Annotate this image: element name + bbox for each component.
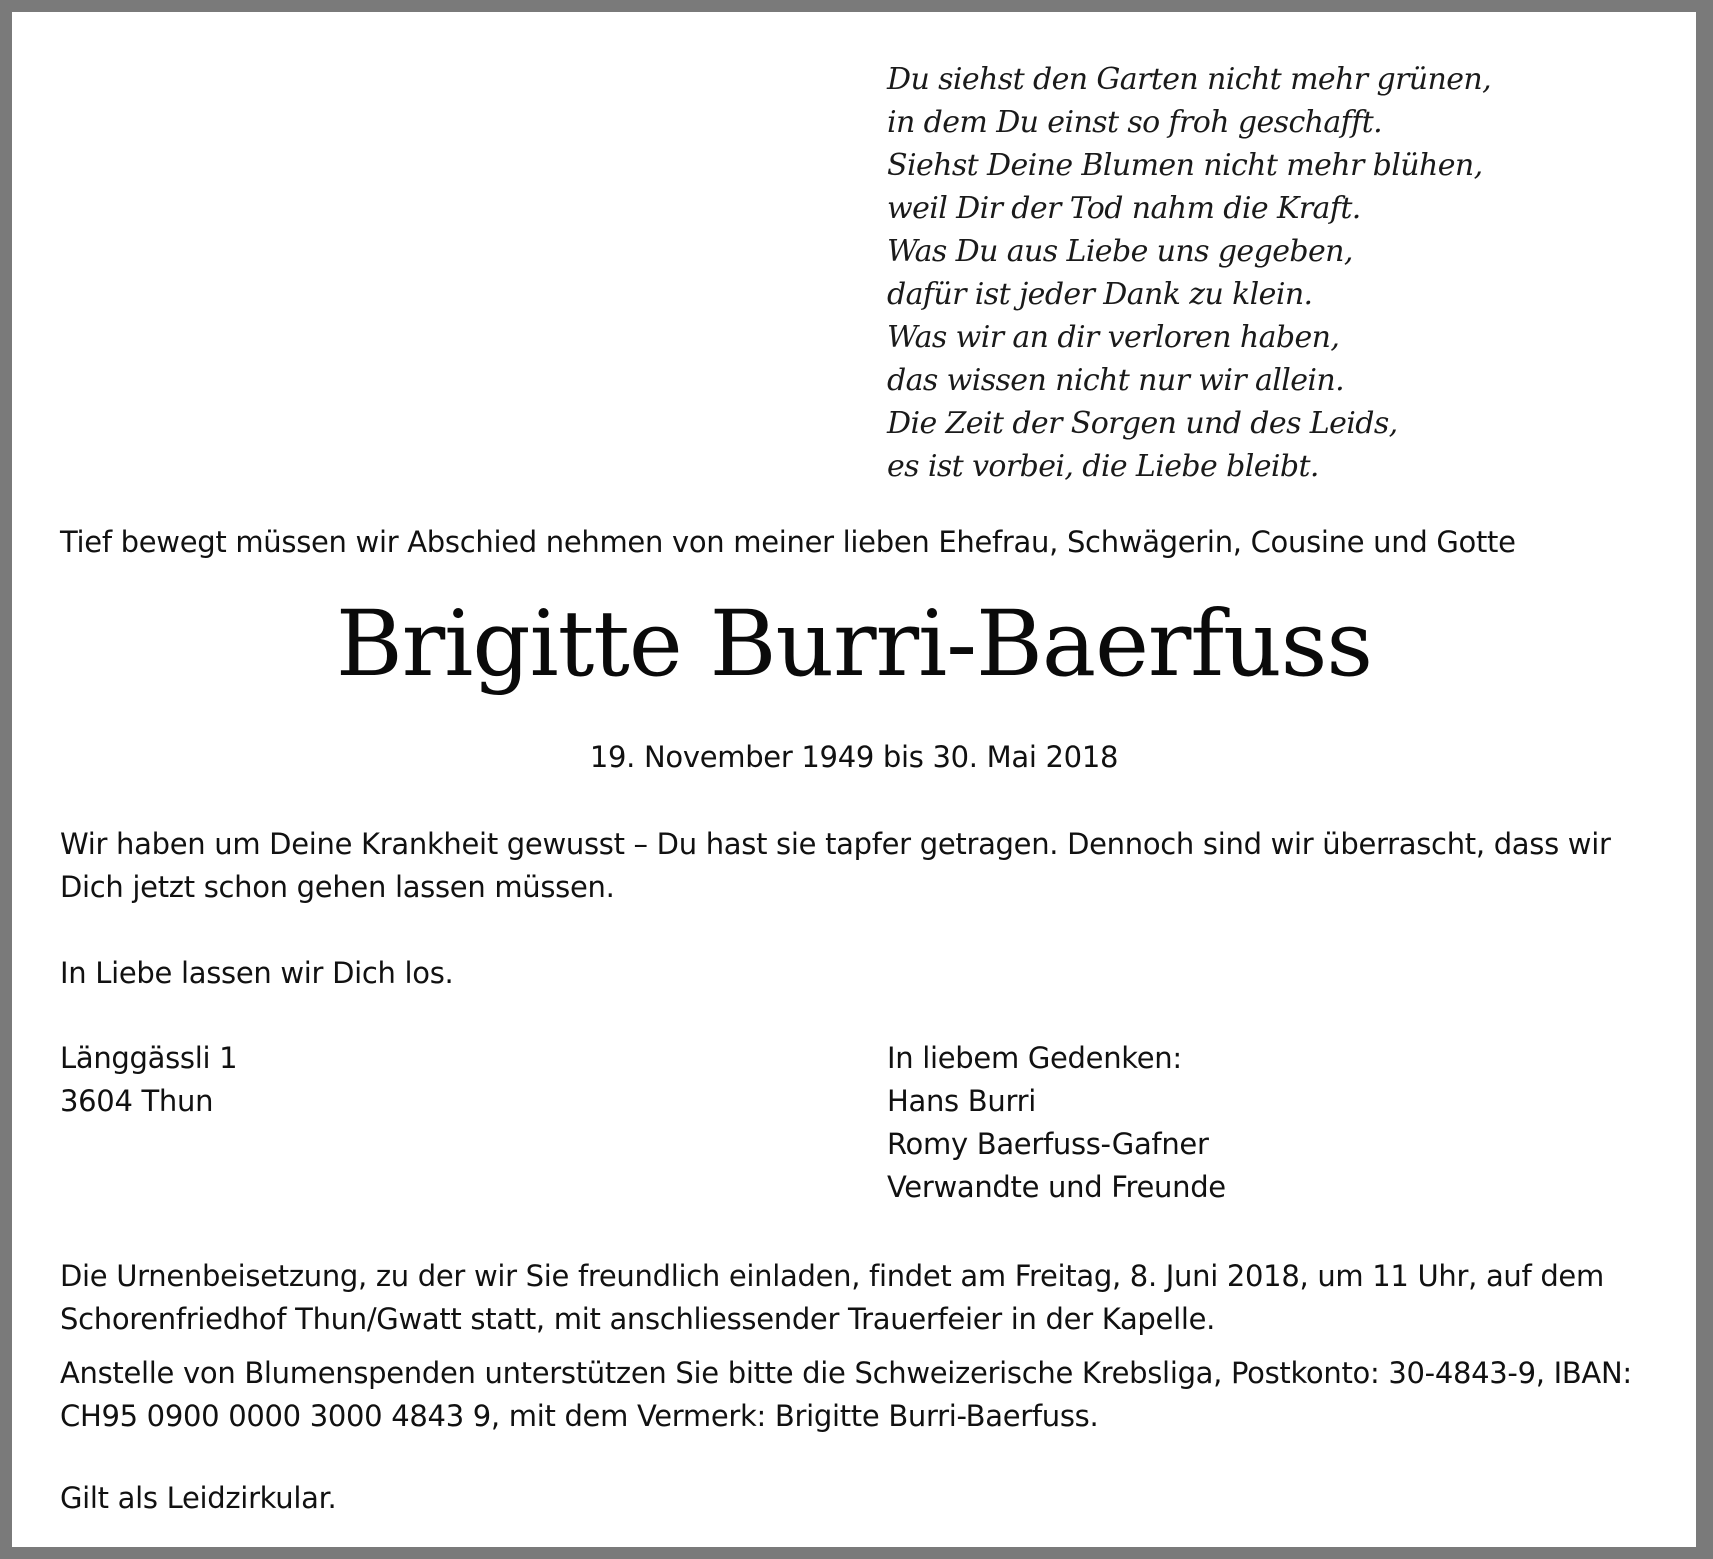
donation-paragraph: Anstelle von Blumenspenden unterstützen Sie bitte die Schweizerische Krebsliga, Postkonto: 30-4843-9, IBAN: CH95 0900 0000 3000 4843 9, mit dem Vermerk: Brigitte Burri-Baerfuss. [60,1356,1632,1433]
farewell-paragraph: In Liebe lassen wir Dich los. [60,956,454,990]
family-address [60,1037,237,1123]
poem-line: dafür ist jeder Dank zu klein. [887,277,1313,312]
address-street: Länggässli 1 [60,1041,238,1075]
address-city: 3604 Thun [60,1084,214,1118]
poem-line: weil Dir der Tod nahm die Kraft. [887,191,1361,226]
poem-line: Was wir an dir verloren haben, [887,320,1340,355]
illness-paragraph: Wir haben um Deine Krankheit gewusst – Du hast sie tapfer getragen. Dennoch sind wir überrascht, dass wir Dich jetzt schon gehen lassen müssen. [60,827,1611,904]
mourners-list [887,1037,1226,1209]
funeral-paragraph: Die Urnenbeisetzung, zu der wir Sie freundlich einladen, findet am Freitag, 8. Juni 2018, um 11 Uhr, auf dem Schorenfriedhof Thun/Gwatt statt, mit anschliessender Trauerfeier in der Kapelle. [60,1259,1604,1336]
mourner-name: Romy Baerfuss-Gafner [887,1127,1209,1161]
mourners-heading: In liebem Gedenken: [887,1041,1182,1075]
obituary-notice [12,12,1696,1547]
poem-line: Die Zeit der Sorgen und des Leids, [887,406,1398,441]
poem-line: Siehst Deine Blumen nicht mehr blühen, [887,148,1483,183]
life-dates: 19. November 1949 bis 30. Mai 2018 [589,740,1119,774]
intro-text: Tief bewegt müssen wir Abschied nehmen von meiner lieben Ehefrau, Schwägerin, Cousine und Gotte [60,525,1516,559]
poem-line: Du siehst den Garten nicht mehr grünen, [887,62,1492,97]
closing-note: Gilt als Leidzirkular. [60,1481,337,1515]
poem-line: in dem Du einst so froh geschafft. [887,105,1383,140]
deceased-name: Brigitte Burri-Baerfuss [335,592,1373,697]
memorial-poem [887,58,1491,488]
poem-line: Was Du aus Liebe uns gegeben, [887,234,1353,269]
mourner-name: Verwandte und Freunde [887,1170,1226,1204]
poem-line: es ist vorbei, die Liebe bleibt. [887,449,1319,484]
poem-line: das wissen nicht nur wir allein. [887,363,1345,398]
mourner-name: Hans Burri [887,1084,1036,1118]
